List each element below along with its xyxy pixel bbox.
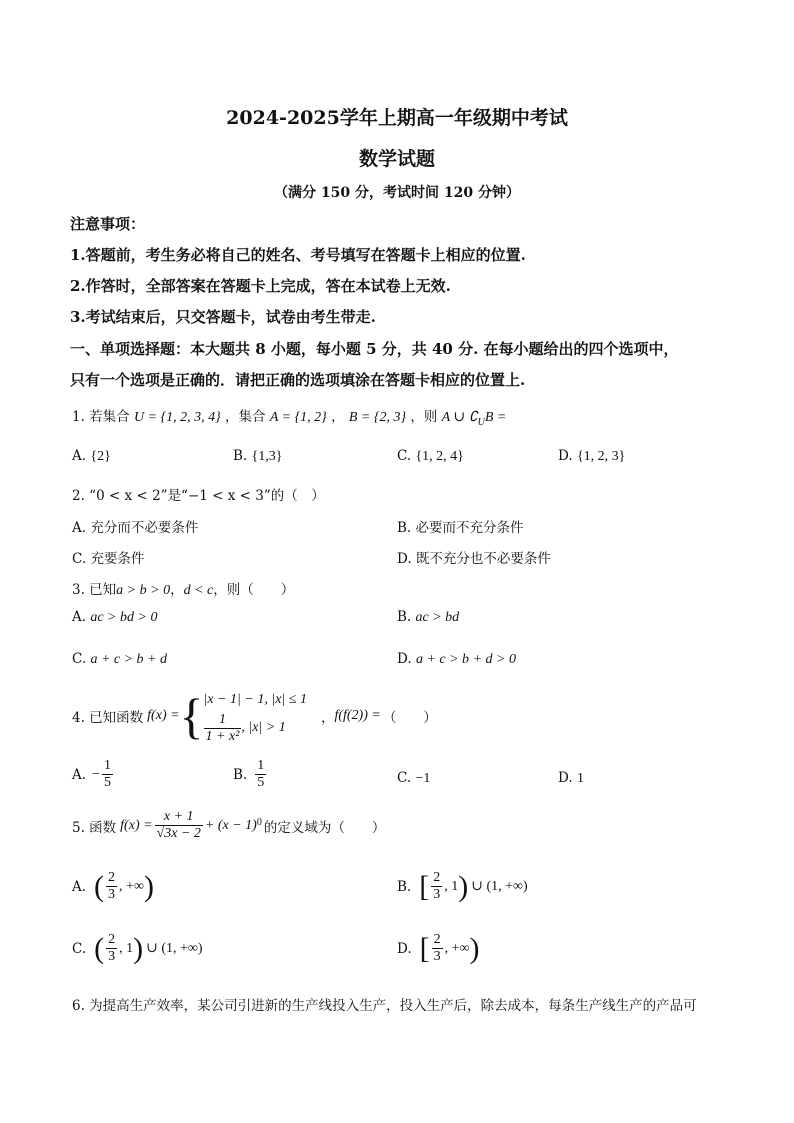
q3-option-a[interactable] [72,609,157,626]
option-value: {1, 2, 4} [415,449,464,464]
section-instructions: 只有一个选项是正确的．请把正确的选项填涂在答题卡相应的位置上. [70,371,526,389]
fraction-denominator: 5 [103,775,111,790]
q5-option-b[interactable] [397,870,528,903]
interval-union: ∪ (1, +∞) [471,879,528,894]
q3-text: 3. 已知 [72,582,117,598]
fraction-denominator: 3 [433,887,441,902]
interval-rest: , +∞ [119,878,144,894]
interval-rest: , +∞ [444,940,470,956]
q5-option-a[interactable] [72,870,157,903]
option-value: 1 [576,771,584,786]
option-value: 充要条件 [90,551,145,567]
option-label: B. [233,448,248,464]
q5-tail: + (x − 1) [204,817,257,833]
option-fraction [102,758,113,791]
question-2: 2. “0 < x < 2”是“−1 < x < 3”的（ ） [72,488,325,504]
option-label: C. [397,770,412,786]
fraction-numerator: 2 [433,932,441,947]
interval-union: ∪ (1, +∞) [146,941,203,956]
option-label: A. [72,766,87,783]
option-value: ac > bd > 0 [90,610,158,625]
fraction-numerator: 2 [108,932,116,947]
q2-option-c[interactable] [72,547,144,567]
option-label: B. [397,878,412,895]
option-label: A. [72,520,87,536]
q2-option-a[interactable] [72,516,198,536]
q4-case-2 [204,712,307,745]
option-label: D. [558,448,573,464]
question-6: 6. 为提高生产效率，某公司引进新的生产线投入生产，投入生产后，除去成本，每条生产线生产的产品可 [72,998,697,1014]
q4-option-d[interactable] [558,770,584,787]
q1-text: ，则 [410,409,438,425]
option-sign: − [92,766,100,782]
q5-option-c[interactable] [72,932,203,965]
note-item: 2.作答时，全部答案在答题卡上完成，答在本试卷上无效. [70,277,451,295]
fraction-denominator: 3 [433,949,441,964]
option-label: A. [72,609,87,625]
q1-option-c[interactable] [397,448,464,465]
fraction-denominator: 5 [257,775,265,790]
option-value: {1, 2, 3} [576,449,626,464]
option-label: D. [397,551,412,567]
option-label: C. [72,551,87,567]
option-label: C. [72,651,87,667]
q4-option-c[interactable] [397,770,430,787]
piecewise-brace: { [179,688,204,744]
piecewise-cases [204,688,307,745]
option-label: B. [397,520,412,536]
note-item: 3.考试结束后，只交答题卡，试卷由考生带走. [70,308,376,326]
option-fraction [432,932,443,965]
subject-title: 数学试题 [358,148,435,170]
question-3 [72,578,294,599]
q5-exponent: 0 [256,817,262,828]
q4-fraction [204,712,242,745]
option-label: D. [397,651,412,667]
interval-rest: , 1 [119,940,134,956]
option-value: {2} [90,449,111,464]
q1-expr: A ∪ ∁ [441,410,478,425]
q3-condition: a > b > 0 [116,583,171,598]
q4-option-b[interactable] [233,758,268,791]
option-label: C. [72,940,87,957]
fraction-numerator: 2 [108,870,116,885]
q4-paren: （ ） [382,710,437,726]
option-fraction [255,758,266,791]
section-instructions: 一、单项选择题：本大题共 8 小题，每小题 5 分，共 40 分. 在每小题给出的四个选项中， [70,340,679,358]
q5-function: f(x) = [120,817,153,833]
option-label: D. [558,770,573,786]
interval-right-bracket: ) [469,931,480,965]
fraction-numerator: 2 [433,870,441,885]
interval-right-bracket: ) [133,931,144,965]
q1-tail: B = [484,410,507,425]
q1-sub: U [477,416,485,428]
option-value: 既不充分也不必要条件 [415,551,551,567]
q1-option-a[interactable] [72,448,111,465]
fraction-denominator: 3 [108,949,116,964]
q5-text: 的定义域为（ ） [263,819,386,836]
q1-set-u: U = {1, 2, 3, 4} [133,410,221,425]
q4-option-a[interactable] [72,758,115,791]
option-label: B. [397,609,412,625]
q5-fraction [155,809,203,842]
q3-option-d[interactable] [397,651,516,668]
fraction-numerator: 1 [257,758,265,773]
question-1 [72,405,506,428]
q4-case-1: |x − 1| − 1, |x| ≤ 1 [203,691,307,707]
q1-text: ，集合 [225,409,266,425]
q3-option-b[interactable] [397,609,459,626]
interval-left-bracket: [ [419,869,430,903]
q1-set-b: B = {2, 3} [348,410,407,425]
option-label: D. [397,940,412,957]
option-label: A. [72,448,87,464]
q5-option-d[interactable] [397,932,483,965]
q1-text: ， [331,409,345,425]
q1-text: 1. 若集合 [72,409,130,425]
fraction-numerator: 1 [103,758,111,773]
q3-text: ，则（ ） [213,582,295,598]
q1-set-a: A = {1, 2} [269,410,327,425]
exam-title: 2024-2025学年上期高一年级期中考试 [226,107,568,129]
interval-left-bracket: ( [94,869,105,903]
option-fraction [106,870,117,903]
q1-option-b[interactable] [233,448,282,465]
fraction-denominator: 1 + x² [205,728,240,744]
q1-option-d[interactable] [558,448,625,465]
option-value: a + c > b + d > 0 [415,652,516,667]
q2-option-d[interactable] [397,547,551,567]
q4-function: f(x) = [147,708,180,723]
option-value: a + c > b + d [90,652,167,667]
q3-text: ， [170,582,184,598]
option-value: ac > bd [415,610,460,625]
interval-rest: , 1 [444,878,459,894]
option-value: −1 [415,771,431,786]
option-value: {1,3} [251,449,283,464]
fraction-numerator: 1 [218,711,226,727]
q4-ask: f(f(2)) = [334,708,381,723]
interval-left-bracket: ( [94,931,105,965]
option-fraction [431,870,442,903]
option-label: A. [72,878,87,895]
interval-right-bracket: ) [458,869,469,903]
option-fraction [106,932,117,965]
interval-left-bracket: [ [419,931,430,965]
exam-info: （满分 150 分，考试时间 120 分钟） [274,185,520,201]
interval-right-bracket: ) [143,869,154,903]
option-value: 充分而不必要条件 [90,520,199,536]
option-label: B. [233,766,248,783]
q5-text: 5. 函数 [72,819,117,836]
q3-option-c[interactable] [72,651,167,668]
q4-case-2-cond: , |x| > 1 [241,720,286,735]
fraction-denominator: √3x − 2 [156,826,201,841]
notes-heading: 注意事项： [70,215,146,233]
question-5 [72,809,385,842]
note-item: 1.答题前，考生务必将自己的姓名、考号填写在答题卡上相应的位置. [70,246,526,264]
q3-condition: d < c [183,583,214,598]
q1-expression [441,410,507,428]
question-4: 4. 已知函数 f(x) = { |x − 1| − 1, |x| ≤ 1 $\frac{1}{\text{1 + x²}}$ , |x| > 1 ， f(f(2)) = （ ） [72,688,437,744]
q4-text: 4. 已知函数 [72,710,144,726]
fraction-numerator: x + 1 [163,809,194,824]
option-value: 必要而不充分条件 [415,520,524,536]
q2-option-b[interactable] [397,516,524,536]
option-label: C. [397,448,412,464]
fraction-denominator: 3 [108,887,116,902]
